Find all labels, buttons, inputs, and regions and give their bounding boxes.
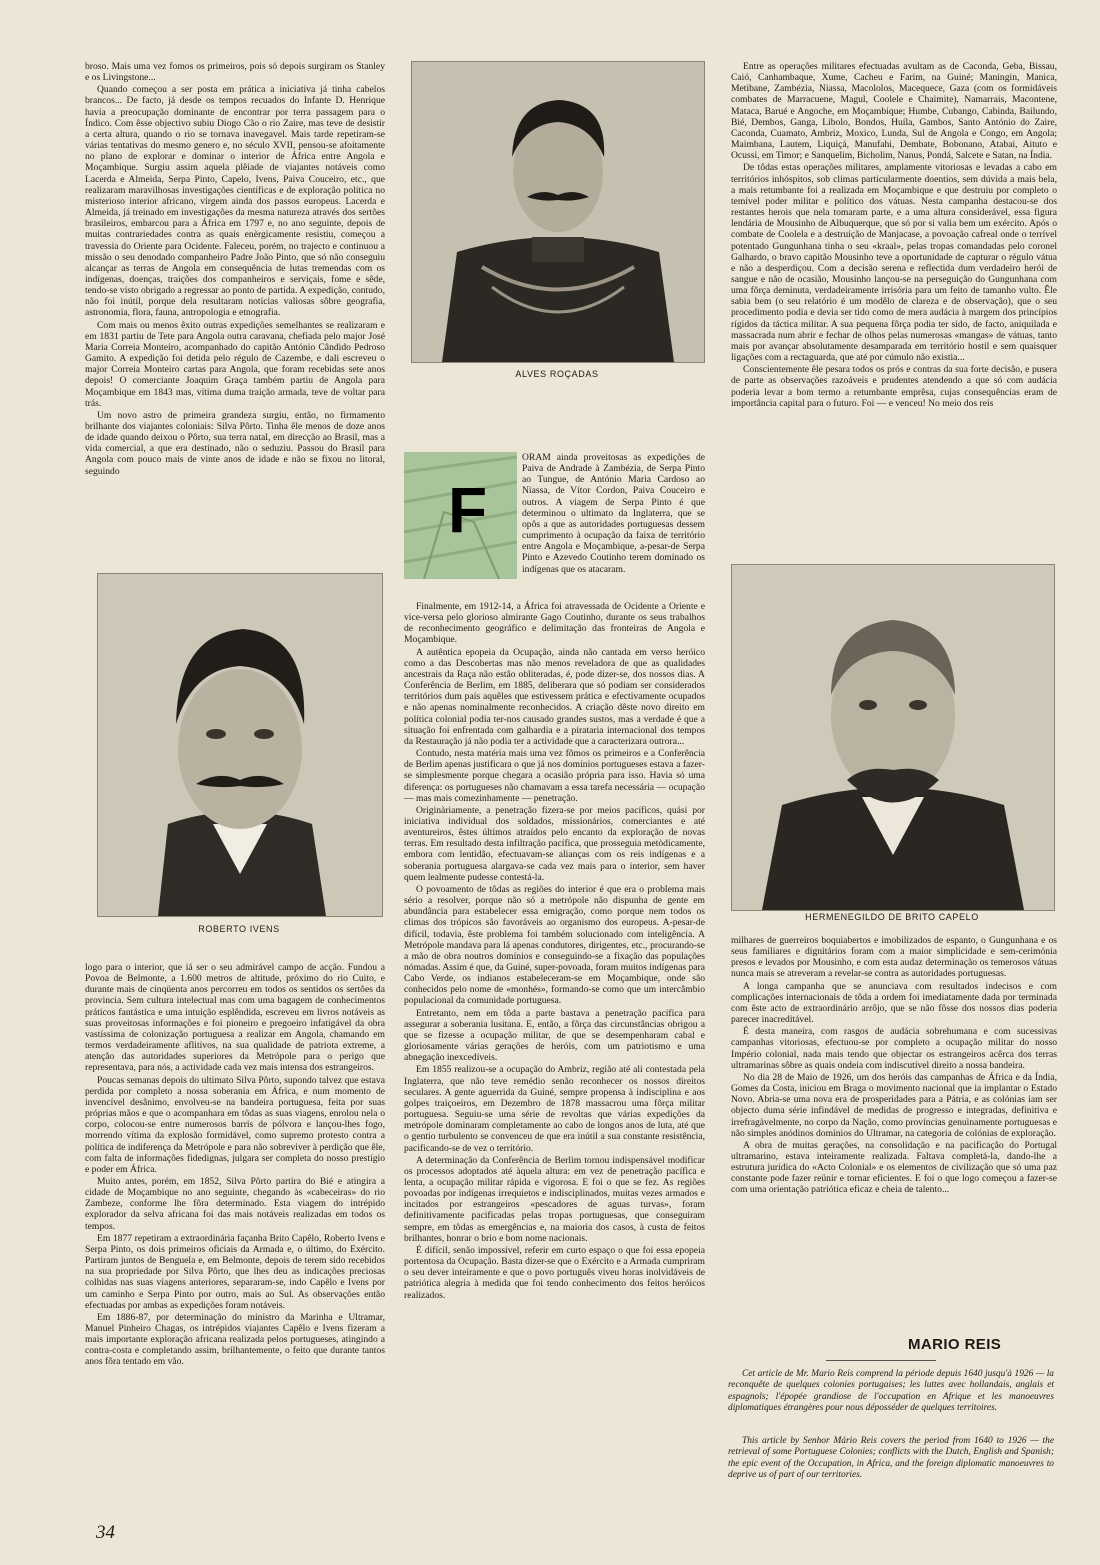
paragraph: logo para o interior, que iá ser o seu admirável campo de acção. Fundou a Povoa de Belmonte, a 1.600 metros de altitude, próximo do rio Cuito, e durante mais de cinqüenta anos percorreu em todos os sentidos os sertões da provincia. Sem cultura intelectual mas com uma bagagem de conhecimentos práticos fantástica e uma intuição esplêndida, escreveu em livros notáveis as suas proveitosas informações e foi pioneiro e pregoeiro infatigável da obra vastíssima de colonização portuguesa a realizar em Angola, chamando em termos verdadeiramente aflitivos, na sua qualidade de patriota extreme, a atenção das autoridades superiores da Metrópole para o perigo que representava, para nós, a actividade cada vez mais intensa dos estrangeiros.: [85, 962, 385, 1074]
paragraph: Originàriamente, a penetração fizera-se por meios pacíficos, quási por iniciativa individual dos soldados, missionários, comerciantes e até aventureiros, êstes últimos atraídos pelo encanto da exploração de novas terras. Em resultado desta infiltração pacífica, que prosseguia metòdicamente, embora com lentidão, efectuavam-se alianças com os reis indígenas e a soberania portuguesa alargava-se cada vez mais para o interior, sem haver quem lealmente pudesse contestá-la.: [404, 804, 705, 883]
paragraph: milhares de guerreiros boquiabertos e imobilizados de espanto, o Gungunhana e os seus familiares e dignitários foram com a maior simplicidade e sem-cerimónia presos e levados por Mousinho, e com esta audaz determinação os temerosos vátuas nunca mais se atreveram a revelar-se contra as autoridades portuguesas.: [731, 935, 1057, 980]
caption-alves-rocadas: ALVES ROÇADAS: [515, 369, 599, 379]
paragraph: Um novo astro de primeira grandeza surgiu, então, no firmamento brilhante dos viajantes coloniais: Silva Pôrto. Tinha êle menos de doze anos de idade quando deixou o Pôrto, sua terra natal, em direcção ao Brasil, mas a vida comercial, a que era destinado, não o seduziu. Passou do Brasil para Angola com pouco mais de vinte anos de idade e não se fixou no litoral, seguindo: [85, 409, 385, 477]
portrait-rocadas-drawing: [412, 62, 704, 362]
paragraph: Quando começou a ser posta em prática a iniciativa já tinha cabelos brancos... De facto, já desde os tempos recuados do Infante D. Henrique havia a preocupação dominante de encontrar por terra passagem para o Índico. Com êsse objectivo subiu Diogo Cão o rio Zaire, mas teve de desistir a certa altura, quando o rio se tornava inavegavel. Mais tarde repetiram-se várias tentativas do mesmo genero e, no século XVII, pensou-se afoitamente no plano de explorar e dominar o interior de África entre Angola e Moçambique. Surgiu assim aquela plêiade de viajantes notáveis como Lacerda e Almeida, Serpa Pinto, Capelo, Ivens, Paiva Couceiro, etc., que realizaram maravilhosas investigações científicas e de exploração política no misterioso interior africano, virgem ainda dos passos europeus. Lacerda e Almeida, já treinado em investigações da mesma natureza através dos sertões brasileiros, embarcou para a África em 1797 e, no ano seguinte, depois de muitas contrariedades contra as quais enèrgicamente resistiu, começou a travessia do Oriente para Ocidente. Faleceu, porém, no trajecto e continuou a missão o seu denodado companheiro Padre João Pinto, que só não conseguiu alcançar as terras de Angola em consequência de lutas tremendas com os indígenas, doenças, traições dos companheiros e serviçais, fome e sêde, tendo-se visto obrigado a regressar ao ponto de partida. A expedição, contudo, não foi inútil, porque dela resultaram notícias valiosas sôbre geografia, astronomia, flora, fauna, antropologia e etnografia.: [85, 84, 385, 319]
paragraph: Contudo, nesta matéria mais uma vez fômos os primeiros e a Conferência de Berlim apenas justificara o que já nos domínios portugueses estava a fazer-se simplesmente porque chegara a ocasião própria para isso. Havia só uma diferença: os portugueses não chamavam a essa tarefa necessária — ocupação — mas mais comezinhamente — penetração.: [404, 748, 705, 804]
column-2-intro: [522, 452, 705, 576]
column-1-top: [85, 61, 385, 478]
column-3-top: [731, 61, 1057, 410]
divider-rule: [826, 1360, 936, 1361]
paragraph: Entretanto, nem em tôda a parte bastava a penetração pacífica para assegurar a soberania lusitana. E, então, a fôrça das circunstâncias obrigou a que se fizesse a ocupação militar, de que se desempenharam cabal e gloriosamente várias gerações de heróis, com um patriotismo e uma abnegação inexcedíveis.: [404, 1007, 705, 1064]
caption-brito-capelo: HERMENEGILDO DE BRITO CAPELO: [805, 912, 979, 922]
paragraph: ORAM ainda proveitosas as expedições de Paiva de Andrade à Zambézia, de Serpa Pinto ao Tungue, de António Maria Cardoso ao Niassa, de Vítor Cordon, Paiva Couceiro e outros. A viagem de Serpa Pinto é que determinou o ultimato da Inglaterra, que se opôs a que as autoridades portuguesas dessem cumprimento à ocupação da faixa de território entre Angola e Moçambique, a-pesar-de Serpa Pinto e Azevedo Coutinho terem dominado os indígenas que os atacaram.: [522, 452, 705, 575]
portrait-capelo-drawing: [732, 565, 1054, 910]
summary-english: [728, 1436, 1054, 1481]
summary-french-text: Cet article de Mr. Mario Reis comprend la période depuis 1640 jusqu'à 1926 — la reconquête de quelques colonies portugaises; les luttes avec hollandais, anglais et espagnols; l'épopée grandiose de l'occupation en Afrique et les manoeuvres diplomatiques étrangères pour nous déposséder de quelques territoires.: [728, 1369, 1054, 1413]
column-2-body: [404, 601, 705, 1302]
paragraph: Em 1886-87, por determinação do ministro da Marinha e Ultramar, Manuel Pinheiro Chagas, os intrépidos viajantes Capêlo e Ivens fizeram a mais importante exploração africana realizada pelos portugueses, atingindo a contra-costa e completando assim, brilhantemente, o feito que durante tantos anos fôra tentado em vão.: [85, 1311, 385, 1368]
paragraph: A autêntica epopeia da Ocupação, ainda não cantada em verso heróico como a das Descobertas mas não menos reveladora de que as qualidades ancestrais da Raça não estão obliteradas, é, pode dizer-se, dos nossos dias. A Conferência de Berlim, em 1885, deliberara que só podiam ser considerados territórios dum país aquêles que estivessem prática e efectivamente ocupados e não apenas nominalmente reconhecidos. A criação dêste novo direito em política colonial podia ter-nos causado grandes sustos, mas a verdade é que a situação foi enfrentada com galhardia e a pirataria internacional dos tempos da Restauração já não podia ter a actividade que a caracterizara outrora...: [404, 646, 705, 747]
caption-roberto-ivens: ROBERTO IVENS: [198, 924, 280, 934]
paragraph: Poucas semanas depois do ultimato Silva Pôrto, supondo talvez que estava perdida por completo a nossa soberania em África, e num momento de invencível desânimo, envolveu-se na bandeira portuguesa, feita por suas próprias mãos e que o acompanhara em tôdas as suas viagens, enrolou nela o corpo, colocou-se entre numerosos barris de pólvora e lançou-lhes fogo, morrendo vítima da explosão formidável, como supremo protesto contra a política de indiferença da Metrópole e para não sobreviver à perdição que êle, com falta de informações fidedignas, julgara ser completa do nosso prestígio e poder em África.: [85, 1074, 385, 1175]
summary-french: [728, 1369, 1054, 1414]
paragraph: broso. Mais uma vez fomos os primeiros, pois só depois surgiram os Stanley e os Livingstone...: [85, 61, 385, 84]
paragraph: A determinação da Conferência de Berlim tornou indispensável modificar os processos adoptados até àquela altura: em vez de penetração pacífica e lenta, a ocupação militar rápida e vigorosa. E foi o que se fez. As regiões povoadas por indígenas irrequietos e indisciplinados, muitas vezes armados e incitados por estrangeiros «pescadores de aguas turvas», foram definitivamente pacificadas pelas tropas portuguesas, que conseguiram sempre, em tôdas as emergências e, na maioria dos casos, à custa de feitos brilhantes, honrar o brio e bom nome nacionais.: [404, 1154, 705, 1244]
paragraph: Conscientemente êle pesara todos os prós e contras da sua forte decisão, e pusera de parte as observações razoáveis e prudentes atendendo a que só com audácia poderia levar a bom termo a retumbante emprêsa, cujas consequências eram de importância capital para o futuro. Foi — e venceu! No meio dos reis: [731, 364, 1057, 409]
paragraph: Em 1877 repetiram a extraordinária façanha Brito Capêlo, Roberto Ivens e Serpa Pinto, os dois primeiros oficiais da Armada e, o último, do Exército. Partiram juntos de Benguela e, em Belmonte, depois de terem sido recebidos na sua propriedade por Silva Pôrto, que lhes deu as indicações preciosas colhidas nas suas viagens anteriores, separaram-se, indo Capêlo e Ivens por um caminho e Serpa Pinto por outro, mais ao Sul. As observações então efectuadas por ambas as expedições foram notáveis.: [85, 1232, 385, 1311]
paragraph: É difícil, senão impossível, referir em curto espaço o que foi essa epopeia portentosa da Ocupação. Basta dizer-se que o Exército e a Armada cumpriram o seu dever inteiramente e que o povo português viveu horas inolvidáveis de patriótica alegria à medida que foi tendo conhecimento dos feitos heróicos realizados.: [404, 1244, 705, 1301]
column-1-bottom: [85, 962, 385, 1369]
paragraph: No dia 28 de Maio de 1926, um dos heróis das campanhas de África e da Índia, Gomes da Costa, iniciou em Braga o movimento nacional que ia implantar o Estado Novo. Abria-se uma nova era de prosperidades para a Pátria, e as colónias iam ser objecto duma série infindável de medidas de progresso e integradas, definitiva e irrefragàvelmente, no corpo da Nação, como províncias genuìnamente portuguesas e não simples anódinos domínios do Ultramar, na categoria de colónias de exploração.: [731, 1071, 1057, 1139]
paragraph: O povoamento de tôdas as regiões do interior é que era o problema mais sério a resolver, porque não só a metrópole não dispunha de gente em abundância para estabelecer essa emigração, como porque nem todos os climas dos trópicos são favoráveis ao organismo dos europeus. A-pesar-de difícil, todavia, êste problema foi também solucionado com inteligência. A Metrópole mandava para lá apenas condutores, dirigentes, etc., procurando-se a mão de obra noutros domínios e conseguindo-se a fixação das populações nómadas. Assim é que, da Guiné, super-povoada, foram muitos indígenas para Cabo Verde, os indianos estabeleceram-se em Moçambique, onde são conhecidos pelo nome de «monhés», formando-se como que um intercâmbio populacional da comunidade portuguesa.: [404, 883, 705, 1007]
paragraph: Muito antes, porém, em 1852, Silva Pôrto partira do Bié e atingira a cidade de Moçambique no ano seguinte, chegando às «cabeceiras» do rio Zambeze, conforme lhe fôra determinado. Esta viagem do intrépido explorador da selva africana foi das mais notáveis realizadas em todos os tempos.: [85, 1175, 385, 1232]
author-signature: MARIO REIS: [908, 1336, 1002, 1353]
dropcap-illustration: [404, 452, 517, 579]
paragraph: Finalmente, em 1912-14, a África foi atravessada de Ocidente a Oriente e vice-versa pelo glorioso almirante Gago Coutinho, durante os seus trabalhos de reconhecimento geográfico e delimitação das fronteiras de Angola e Moçambique.: [404, 601, 705, 646]
paragraph: Com mais ou menos êxito outras expedições semelhantes se realizaram e em 1831 partiu de Tete para Angola outra caravana, chefiada pelo major José Maria Correia Monteiro, acompanhado do capitão António Cândido Pedroso Gamito. A expedição foi detida pelo régulo de Cazembe, e dali escreveu o major Correia Monteiro cartas para Angola, que foram recebidas sete anos depois! O comerciante Joaquim Graça também partiu de Angola para Moçambique em 1843 mas, vítima duma traição armada, teve de voltar para trás.: [85, 319, 385, 409]
column-3-bottom: [731, 935, 1057, 1197]
summary-english-text: This article by Senhor Mário Reis covers the period from 1640 to 1926 — the retrieval of some Portuguese Colonies; conflicts with the Dutch, English and Spanish; the epic event of the Occupation, in Africa, and the foreign diplomatic manoeuvres to deprive us of part of our territories.: [728, 1436, 1054, 1480]
paragraph: De tôdas estas operações militares, amplamente vitoriosas e levadas a cabo em territórios inhóspitos, sob climas particularmente doentios, sem dúvida a mais bela, a mais retumbante foi a realizada em Moçambique e que destruiu por completo o temível poder militar e político dos vátuas. Nesta campanha destacou-se dos restantes herois que nela tomaram parte, e a uma altura considerável, essa figura lendária de Mousinho de Albuquerque, que só por si valia bem um exército. Após o combate de Coolela e a destruição de Manjacase, a povoação cafreal onde o terrível potentado Gungunhana tinha o seu «kraal», pelas tropas comandadas pelo coronel Galhardo, o bravo capitão Mousinho teve a oportunidade de capturar o régulo vátua e não a desperdiçou. Com a decisão serena e reflectida dum verdadeiro herói de sangue e não de ocasião, Mousinho lançou-se na perseguição do Gungunhana com uma fôrça deminuta, verdadeiramente irrisória para um feito de tamanho vulto. Êle sabia bem (o seu relatório é um modêlo de clareza e de observação), que o seu procedimento podia e devia ser tido como de mera audácia à margem dos princípios rígidos da táctica militar. A sua pequena fôrça podia ter sido, de facto, aniquilada e massacrada num abrir e fechar de olhos pelas numerosas «mangas» de vátuas, tanto mais por avançar absolutamente desamparada em território hostil e sem quaisquer ligações com a rectaguarda, que até por cúmulo não existia...: [731, 162, 1057, 364]
portrait-brito-capelo: [731, 564, 1055, 911]
paragraph: A obra de muitas gerações, na consolidação e na pacificação do Portugal ultramarino, estava inteiramente realizada. Faltava completá-la, dando-lhe a estrutura jurídica do «Acto Colonial» e os elementos de civilização que só uma paz constante pode fazer reünir e tornar eficientes. E foi o que logo começou a fazer-se com uma orientação patriótica eficaz e cheia de talento...: [731, 1139, 1057, 1196]
portrait-alves-rocadas: [411, 61, 705, 363]
portrait-ivens-drawing: [98, 574, 382, 916]
paragraph: A longa campanha que se anunciava com resultados indecisos e com complicações internacionais de tôda a ordem foi imediatamente dada por terminada com êste acto de extraordinário arrôjo, que se não fôsse dos nossos dias poderia parecer inacreditável.: [731, 980, 1057, 1026]
paragraph: Em 1855 realizou-se a ocupação do Ambriz, região até ali contestada pela Inglaterra, que não teve remédio senão reconhecer os nossos direitos seculares. A gente aguerrida da Guiné, sempre propensa à indisciplina e aos golpes traiçoeiros, em Dezembro de 1878 massacrou uma fôrça militar portuguesa. Seguiu-se uma série de revoltas que várias expedições da metrópole dominaram completamente ao cabo de longos anos de luta, até que o gentio turbulento se convenceu de que era inútil a sua constante resistência, pacificando-se de vez o território.: [404, 1064, 705, 1154]
paragraph: É desta maneira, com rasgos de audácia sobrehumana e com sucessivas campanhas vitoriosas, efectuou-se por completo a ocupação militar do nosso Império colonial, nada mais tendo que objectar os estrangeiros acêrca dos terras ultramarinas sôbre as quais ondeia com indiscutível direito a nossa bandeira.: [731, 1026, 1057, 1071]
dropcap-letter: F: [448, 474, 488, 546]
paragraph: Entre as operações militares efectuadas avultam as de Caconda, Geba, Bissau, Caió, Canhambaque, Xume, Cacheu e Farim, na Guiné; Maningin, Manica, Metibane, Zambézia, Niassa, Macololos, Macequece, Gaza (com os formidáveis combates de Marracuene, Magul, Coolele e Chaimite), Namarrais, Macontene, Mataca, Barué e Angoche, em Moçambique; Humbe, Cubango, Cabinda, Bailundo, Bié, Dembos, Ganga, Libolo, Bondos, Huíla, Gambos, Santo António do Zaire, Caconda, Cuamato, Ambriz, Moxico, Lunda, Sul de Angola e Congo, em Angola; Maimbana, Lautem, Liquiçá, Manufahi, Dembate, Bobonano, Atabai, Aituto e Ocussi, em Timor; e Sanquelim, Bicholim, Nanus, Pondá, Salcete e Satan, na Índia.: [731, 61, 1057, 162]
page-number: 34: [96, 1522, 115, 1543]
portrait-roberto-ivens: [97, 573, 383, 917]
